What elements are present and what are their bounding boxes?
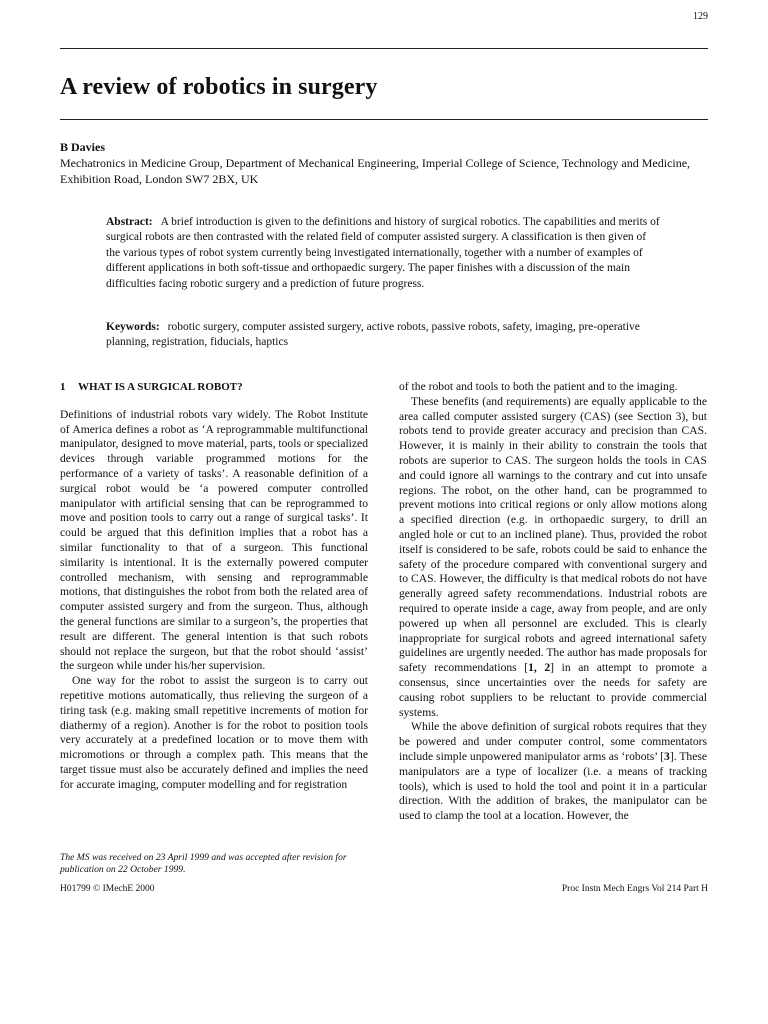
body-paragraph: of the robot and tools to both the patient and to the imaging. — [399, 380, 678, 393]
abstract-text: A brief introduction is given to the definitions and history of surgical robotics. The capabilities and merits of surgical robots are then contrasted with the related field of computer assisted surgery. A classification is then given of the various types of robot system currently being investigated internationally, together with a number of examples of different applications in both soft-tissue and orthopaedic surgery. The paper finishes with a discussion of the main difficulties facing robotic surgery and a prediction of future progress. — [106, 216, 660, 290]
paragraph-text: ]. These manipulators are a type of localizer (i.e. a means of tracking tools), which is used to hold the tool and point it in a particular direction. With the addition of brakes, the manipulator can be used to clamp the tool at a location. However, the — [399, 749, 707, 823]
body-paragraph — [399, 395, 707, 721]
keywords-text: robotic surgery, computer assisted surgery, active robots, passive robots, safety, imaging, pre-operative planning, registration, fiducials, haptics — [106, 321, 640, 349]
received-footnote: The MS was received on 23 April 1999 and was accepted after revision for publication on 22 October 1999. — [60, 852, 347, 875]
footer-code: H01799 © IMechE 2000 — [60, 884, 155, 894]
section-number: 1 — [60, 381, 66, 393]
abstract-label: Abstract: — [106, 216, 153, 228]
citation-link[interactable]: 3 — [664, 749, 670, 763]
keywords-label: Keywords: — [106, 321, 160, 333]
page-number: 129 — [693, 11, 708, 22]
left-column — [60, 380, 368, 793]
abstract — [106, 215, 662, 292]
citation-link[interactable]: 1, 2 — [528, 661, 551, 675]
top-rule — [60, 48, 708, 49]
body-paragraph: One way for the robot to assist the surgeon is to carry out repetitive motions automatically, thus relieving the surgeon of a tiring task (e.g. making small repetitive increments of motion for diathermy of a region). Another is for the robot to position tools very accurately at a predefined location or to move them with micromotions or through a complex path. This means that the target tissue must also be accurately defined and implies the need for accurate imaging, computer modelling and for registration — [60, 674, 368, 791]
keywords — [106, 320, 666, 351]
author-name: B Davies — [60, 140, 105, 154]
paragraph-text: While the above definition of surgical robots requires that they be powered and under computer control, some commentators include simple unpowered manipulator arms as ‘robots’ [ — [399, 720, 707, 763]
author-affiliation: Mechatronics in Medicine Group, Department of Mechanical Engineering, Imperial College of Science, Technology and Medicine, Exhibition Road, London SW7 2BX, UK — [60, 156, 691, 186]
paragraph-text: ] in an attempt to promote a consensus, since uncertainties over the needs for safety are causing robot suppliers to be reluctant to provide commercial systems. — [399, 661, 707, 719]
title-rule — [60, 119, 708, 120]
footer-journal: Proc Instn Mech Engrs Vol 214 Part H — [561, 884, 708, 894]
article-title: A review of robotics in surgery — [60, 74, 378, 100]
body-paragraph: Definitions of industrial robots vary widely. The Robot Institute of America defines a robot as ‘A reprogrammable multifunctional manipulator, designed to move material, parts, tools or specialized devices through variable programmed motions for the performance of a variety of tasks’. A reasonable definition of a surgical robot would be ‘a powered computer controlled manipulator with artificial sensing that can be reprogrammed to move and position tools to carry out a range of surgical tasks’. It could be argued that this definition implies that a robot has a similar functionality to that of a surgeon. This functional similarity is intentional. It is the externally powered computer controlled mechanism, with sensing and reprogrammable motions, that distinguishes the robot from both the related area of computer assisted surgery and from the surgeon. Thus, although the general functions are similar to a surgeon’s, the properties that result are different. The general intention is that such robots should not replace the surgeon, but that the robot should ‘assist’ the surgeon while under his/her supervision. — [60, 407, 368, 673]
section-title: WHAT IS A SURGICAL ROBOT? — [78, 381, 243, 393]
section-heading — [60, 380, 368, 395]
right-column — [399, 380, 707, 824]
paragraph-text: These benefits (and requirements) are equally applicable to the area called computer assisted surgery (CAS) (see Section 3), but robots tend to provide greater accuracy and precision than CAS. However, it is mainly in their ability to constrain the tools that robots are superior to CAS. The surgeon holds the tools in CAS and could ignore all warnings to the contrary and cut into unsafe regions. The robot, on the other hand, can be programmed to prevent motions into critical regions or only allow motions along a specified direction (e.g. in orthopaedic surgery, to drill an angled hole or cut to an inclined plane). Thus, provided the robot itself is considered to be safe, robots could be said to enhance the safety of the procedure compared with conventional surgery and to CAS. However, the difficulty is that medical robots do not have generally agreed safety recommendations. Industrial robots are required to operate inside a cage, away from people, and are only powered up when all personnel are excluded. This is clearly inappropriate for surgical robots and agreed international safety guidelines are urgently needed. The author has made proposals for safety recommendations [ — [399, 394, 707, 675]
body-paragraph — [399, 720, 707, 824]
